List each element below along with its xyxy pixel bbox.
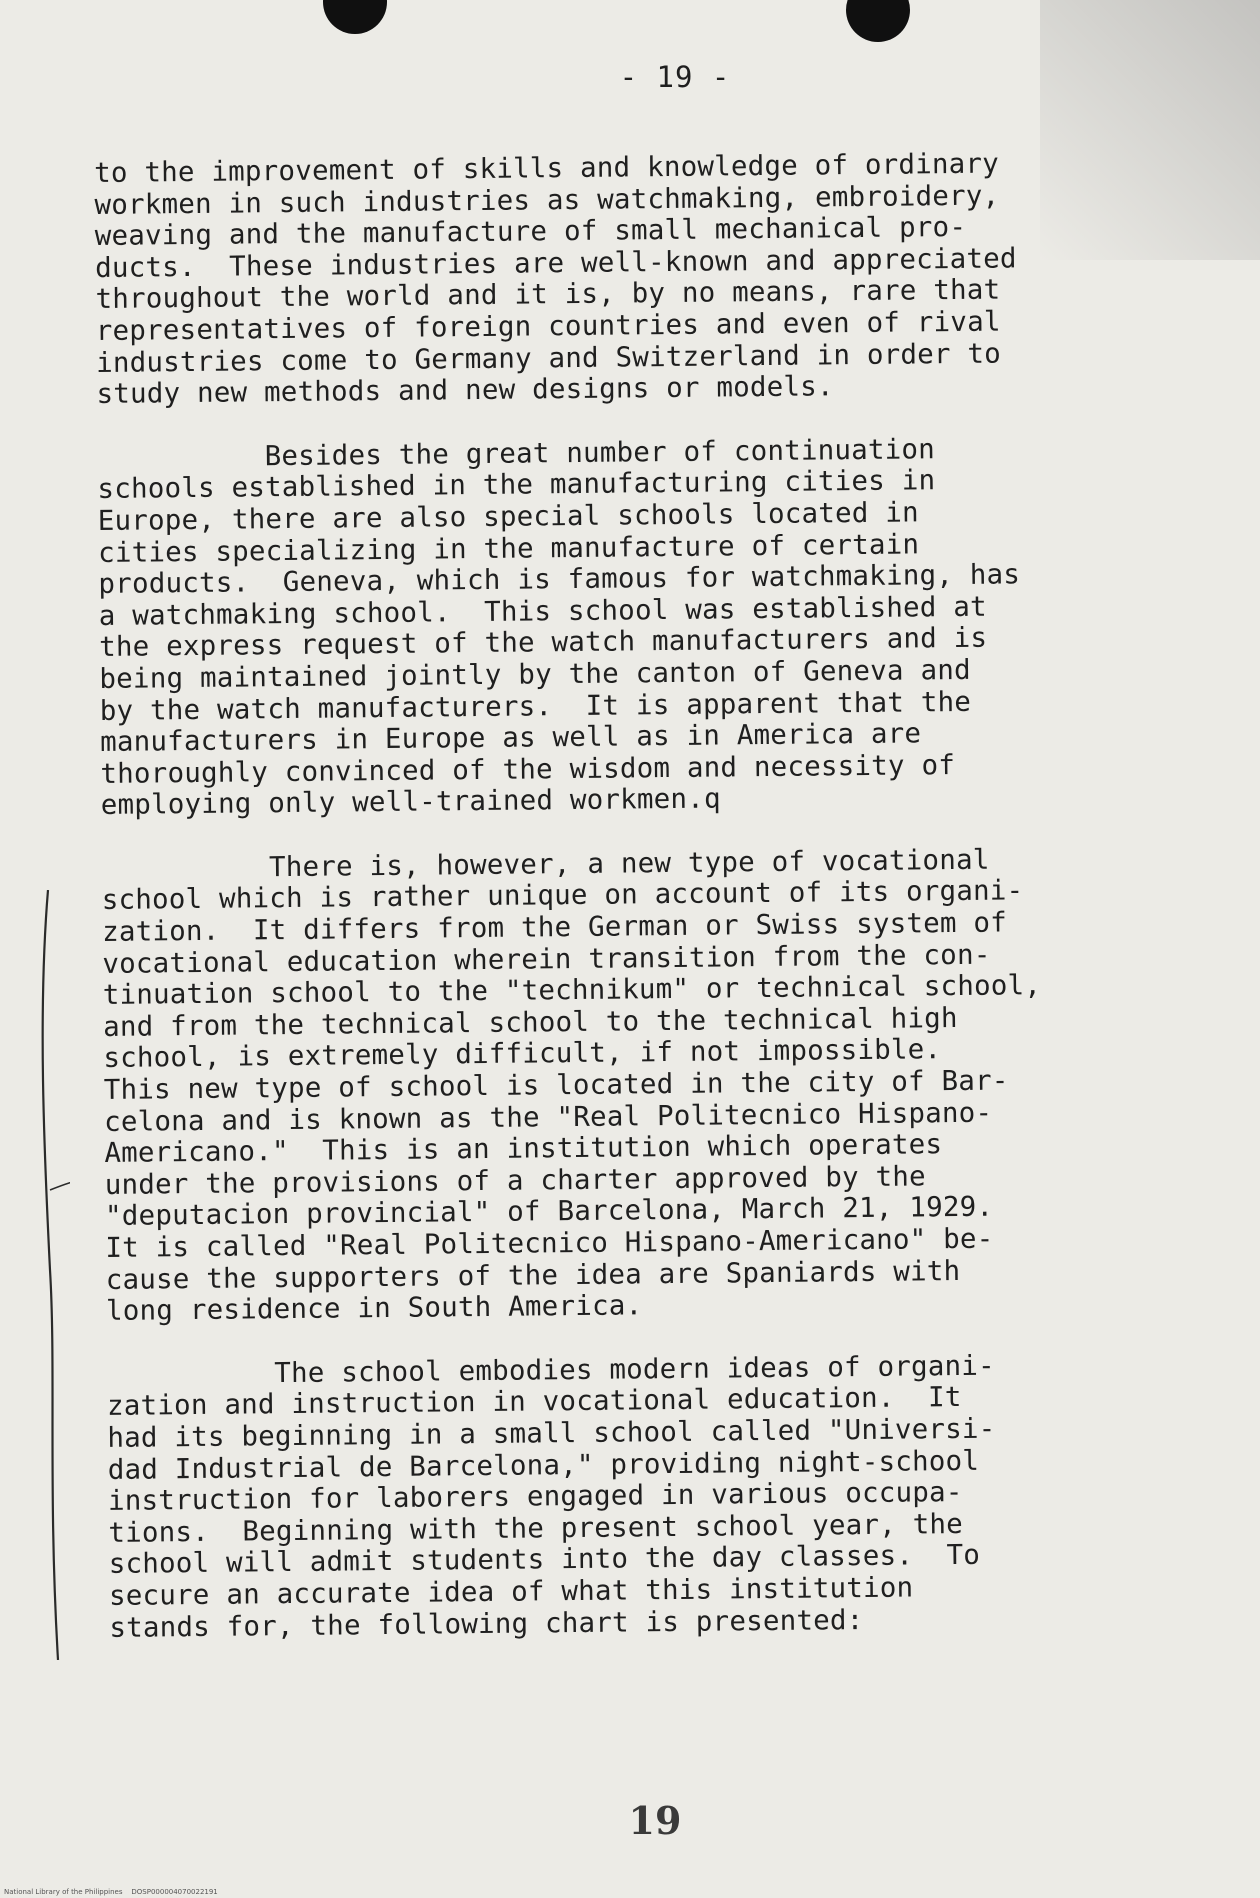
paragraph [101, 843, 1166, 1328]
text-line: tions. Beginning with the present school year, the [108, 1507, 964, 1549]
text-line: school which is rather unique on account of its organi- [101, 874, 1024, 917]
text-line: study new methods and new designs or models. [96, 370, 834, 411]
text-line: It is called "Real Politecnico Hispano-Americano" be- [105, 1222, 994, 1264]
text-line: representatives of foreign countries and even of rival [95, 305, 1001, 347]
paragraph [107, 1349, 1170, 1644]
page-header-number: - 19 - [619, 60, 731, 94]
punch-hole-left [323, 0, 387, 34]
margin-pencil-mark [30, 890, 70, 1660]
text-line: cities specializing in the manufacture of certain [97, 527, 920, 569]
text-line: zation and instruction in vocational education. It [106, 1381, 962, 1423]
text-line: This new type of school is located in the city of Bar- [103, 1064, 1009, 1106]
text-line: dad Industrial de Barcelona," providing night-school [107, 1444, 980, 1486]
text-line: employing only well-trained workmen.q [100, 782, 721, 822]
text-line: vocational education wherein transition from the con- [102, 938, 991, 980]
paragraph [94, 147, 1157, 411]
text-line: by the watch manufacturers. It is apparent that the [99, 685, 972, 727]
text-line: Europe, there are also special schools located in [97, 496, 920, 537]
text-line: celona and is known as the "Real Politecnico Hispano- [103, 1096, 993, 1138]
text-line: schools established in the manufacturing cities in [97, 464, 936, 506]
text-line: school will admit students into the day classes. To [108, 1539, 981, 1581]
text-line: the express request of the watch manufacturers and is [98, 621, 988, 664]
text-line: school, is extremely difficult, if not impossible. [103, 1033, 942, 1075]
text-line: instruction for laborers engaged in various occupa- [107, 1476, 963, 1518]
text-line: Besides the great number of continuation [96, 432, 936, 474]
punch-hole-right [846, 0, 910, 42]
text-line: There is, however, a new type of vocational [101, 843, 990, 885]
text-line: industries come to Germany and Switzerland in order to [95, 337, 1002, 379]
text-line: weaving and the manufacture of small mechanical pro- [94, 211, 967, 253]
text-line: manufacturers in Europe as well as in America are [99, 717, 922, 759]
text-line: under the provisions of a charter approved by the [104, 1160, 926, 1201]
text-line: and from the technical school to the technical high [102, 1001, 958, 1043]
text-line: long residence in South America. [105, 1289, 643, 1328]
document-body [94, 147, 1170, 1676]
text-line: secure an accurate idea of what this institution [108, 1571, 914, 1612]
text-line: cause the supporters of the idea are Spaniards with [105, 1254, 961, 1296]
text-line: Americano." This is an institution which operates [104, 1128, 943, 1170]
text-line: throughout the world and it is, by no means, rare that [95, 273, 1001, 316]
text-line: stands for, the following chart is presented: [109, 1603, 864, 1644]
text-line: products. Geneva, which is famous for watchmaking, has [98, 558, 1021, 601]
text-line: The school embodies modern ideas of organi- [106, 1349, 995, 1391]
scan-credit: National Library of the Philippines DOSP000004070022191 [4, 1888, 218, 1896]
footer-page-number: 19 [628, 1798, 682, 1843]
text-line: tinuation school to the "technikum" or technical school, [102, 969, 1042, 1012]
text-line: "deputacion provincial" of Barcelona, March 21, 1929. [104, 1191, 994, 1233]
text-line: thoroughly convinced of the wisdom and necessity of [100, 748, 956, 790]
text-line: a watchmaking school. This school was established at [98, 590, 988, 632]
text-line: zation. It differs from the German or Swiss system of [101, 906, 1008, 949]
text-line: being maintained jointly by the canton of Geneva and [99, 653, 971, 695]
text-line: ducts. These industries are well-known and appreciated [94, 242, 1017, 284]
text-line: had its beginning in a small school called "Universi- [107, 1412, 996, 1454]
text-line: workmen in such industries as watchmaking, embroidery, [94, 179, 1000, 221]
paragraph [97, 432, 1161, 822]
text-line: to the improvement of skills and knowledge of ordinary [93, 147, 1000, 189]
